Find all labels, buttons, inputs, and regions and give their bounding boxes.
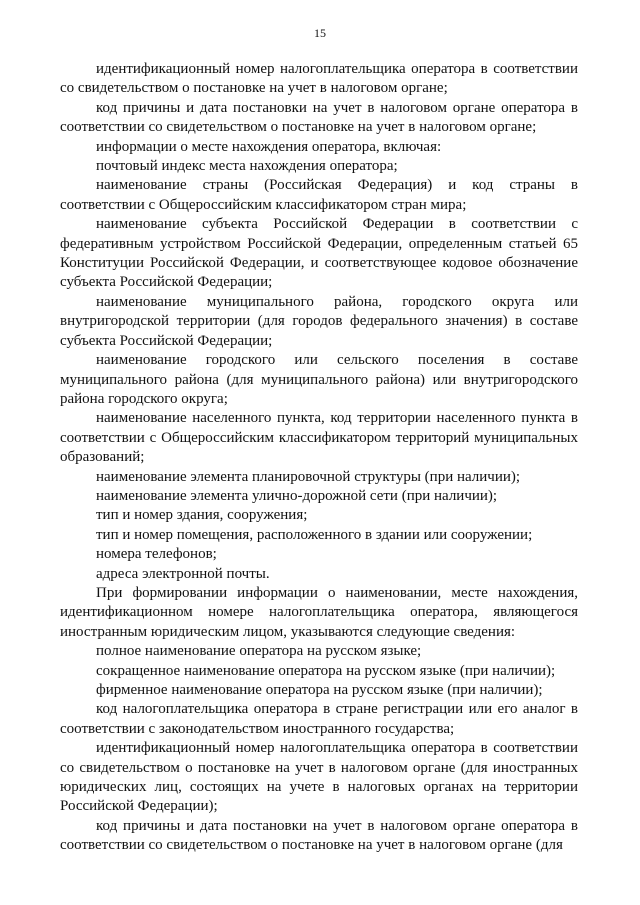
paragraph: почтовый индекс места нахождения оператора;	[96, 158, 398, 175]
paragraph: наименование страны (Российская Федерация) и код страны в соответствии с Общероссийским классификатором стран мира;	[60, 177, 578, 213]
paragraph: фирменное наименование оператора на русском языке (при наличии);	[96, 682, 543, 698]
paragraph: наименование элемента улично-дорожной сети (при наличии);	[96, 487, 498, 504]
paragraph: наименование элемента планировочной структуры (при наличии);	[96, 468, 521, 485]
page-number: 15	[314, 26, 326, 40]
paragraph: При формировании информации о наименовании, месте нахождения, идентификационном номере налогоплательщика оператора, являющегося иностранным юридическим лицом, указываются следующие сведения:	[60, 584, 578, 640]
paragraph: сокращенное наименование оператора на русском языке (при наличии);	[96, 662, 556, 679]
paragraph: наименование муниципального района, городского округа или внутригородской территории (для городов федерального значения) в составе субъекта Российской Федерации;	[60, 293, 578, 349]
paragraph: идентификационный номер налогоплательщика оператора в соответствии со свидетельством о постановке на учет в налоговом органе;	[60, 61, 578, 97]
paragraph: тип и номер помещения, расположенного в здании или сооружении;	[96, 526, 533, 543]
paragraph: номера телефонов;	[96, 546, 217, 563]
paragraph: код причины и дата постановки на учет в налоговом органе оператора в соответствии со свидетельством о постановке на учет в налоговом органе;	[60, 99, 578, 136]
paragraph: идентификационный номер налогоплательщика оператора в соответствии со свидетельством о постановке на учет в налоговом органе (для иностранных юридических лиц, состоящих на учете в налоговых органах на территории Российской Федерации);	[60, 740, 578, 815]
paragraph: код причины и дата постановки на учет в налоговом органе оператора в соответствии со свидетельством о постановке на учет в налоговом органе (для	[60, 817, 578, 854]
paragraph: наименование субъекта Российской Федерации в соответствии с федеративным устройством Российской Федерации, определенным статьей 65 Конституции Российской Федерации, и соответствующее кодовое обозначение субъекта Российской Федерации;	[60, 216, 578, 291]
paragraph: наименование населенного пункта, код территории населенного пункта в соответствии с Общероссийским классификатором территорий муниципальных образований;	[60, 410, 578, 466]
paragraph: тип и номер здания, сооружения;	[96, 507, 308, 524]
paragraph: адреса электронной почты.	[96, 565, 270, 582]
paragraph: наименование городского или сельского поселения в составе муниципального района (для муниципального района) или внутригородского района городского округа;	[60, 352, 578, 407]
paragraph: полное наименование оператора на русском языке;	[96, 643, 422, 660]
paragraph: код налогоплательщика оператора в стране регистрации или его аналог в соответствии с законодательством иностранного государства;	[60, 701, 578, 737]
body-text	[60, 60, 578, 856]
paragraph: информации о месте нахождения оператора, включая:	[96, 138, 442, 155]
